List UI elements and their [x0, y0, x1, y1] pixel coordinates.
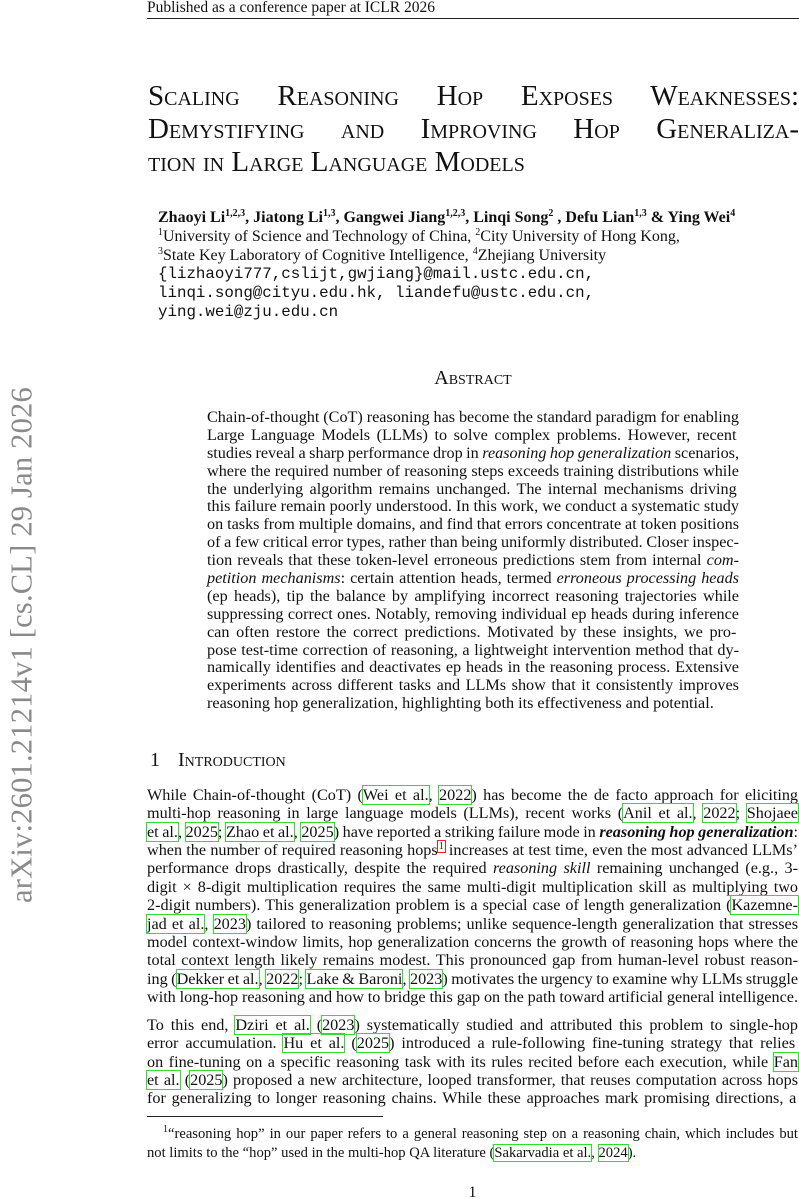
title-line: Demystifying and Improving Hop Generaliza-	[148, 113, 799, 145]
abstract-body	[207, 409, 739, 713]
citation-link[interactable]: 2022	[439, 786, 472, 804]
text-run: remaining unchanged (e.g., 3-	[590, 859, 798, 878]
citation-link[interactable]: Hu et al.	[283, 1034, 345, 1053]
citation-link[interactable]: Shojaee	[746, 804, 798, 823]
text-run: ) tailored to reasoning problems; unlike sequence-length generalization that stresses	[245, 914, 799, 933]
text-run: multi-hop reasoning in large language models (LLMs), recent works (	[147, 804, 624, 823]
footnote-ref-link[interactable]: 1	[438, 841, 444, 853]
text-run: ,	[692, 804, 704, 823]
section-heading-introduction	[150, 749, 286, 772]
text-run: ) proposed a new architecture, looped transformer, that reuses computation across hops	[222, 1071, 799, 1090]
text-run: “reasoning hop” in our paper refers to a general reasoning step on a reasoning chain, which includes but	[168, 1126, 798, 1142]
author-name: Ying Wei	[667, 209, 731, 226]
citation-link[interactable]: Dekker et al.	[176, 969, 259, 988]
footnote-rule	[147, 1116, 383, 1117]
text-run: error accumulation.	[147, 1034, 284, 1053]
section-number: 1	[150, 749, 160, 771]
author-list	[158, 208, 735, 227]
text-run: model context-window limits, hop generalization concerns the growth of reasoning hops where the	[147, 932, 798, 951]
citation-link[interactable]: 2022	[703, 804, 736, 823]
text-line	[147, 841, 798, 859]
text-run: ) have reported a striking failure mode in	[333, 822, 600, 841]
text-run: this failure remain poorly understood. In this work, we conduct a systematic study	[207, 497, 739, 516]
email-line: {lizhaoyi777,cslijt,gwjiang}@mail.ustc.edu.cn,	[158, 265, 595, 283]
text-run: namically identifies and deactivates ep heads in the reasoning process. Extensive	[207, 658, 739, 677]
section-title: Introduction	[178, 749, 286, 771]
text-run: ;	[735, 804, 747, 823]
text-line	[207, 642, 739, 660]
text-run: ,	[258, 969, 267, 988]
text-run: (ep heads), tip the balance by amplifying incorrect reasoning trajectories while	[207, 586, 739, 605]
text-line	[147, 1053, 798, 1071]
citation-link[interactable]: Zhao et al.	[225, 822, 294, 841]
citation-link[interactable]: 2025	[185, 822, 218, 841]
text-run: with long-hop reasoning and how to bridge this gap on the path toward artificial general intelligence.	[147, 987, 798, 1006]
text-run: where the required number of reasoning steps exceeds training distributions while	[207, 461, 739, 480]
text-line	[147, 878, 798, 896]
text-line	[147, 915, 798, 933]
italic-text: reasoning hop generalization	[482, 443, 672, 462]
citation-link[interactable]: et al.	[147, 1071, 180, 1090]
text-run: : certain attention heads, termed	[340, 569, 557, 588]
italic-text: com-	[706, 551, 739, 570]
author-affiliation-marker: 4	[730, 208, 736, 219]
author-name: Defu Lian	[565, 209, 635, 226]
text-line	[207, 677, 739, 695]
text-line	[147, 1144, 798, 1163]
author-affiliation-marker: 1,3	[634, 208, 647, 219]
email-line: linqi.song@cityu.edu.hk, liandefu@ustc.edu.cn,	[158, 284, 595, 302]
citation-link[interactable]: Kazemne-	[731, 896, 798, 915]
title-line: Scaling Reasoning Hop Exposes Weaknesses:	[148, 80, 799, 112]
affiliation-name: State Key Laboratory of Cognitive Intelligence,	[163, 247, 473, 264]
text-line	[207, 695, 739, 713]
text-line	[147, 859, 798, 877]
text-line	[207, 409, 739, 427]
text-line	[147, 1016, 798, 1034]
text-run: While Chain-of-thought (CoT) (	[147, 786, 363, 804]
author-name: Jiatong Li	[253, 209, 323, 226]
text-run: increases at test time, even the most advanced LLMs’	[444, 841, 798, 860]
author-name: Zhaoyi Li	[158, 209, 226, 226]
text-line	[207, 445, 739, 463]
affiliation-marker: 3	[158, 246, 163, 257]
text-run: :	[793, 822, 799, 841]
affiliation-marker: 4	[472, 246, 478, 257]
text-run: (	[179, 1071, 191, 1090]
text-line	[147, 896, 798, 914]
text-run: suppressing correct ones. Notably, removing individual ep heads during inference	[207, 604, 739, 623]
text-run: Large Language Models (LLMs) to solve complex problems. However, recent	[207, 425, 737, 444]
text-run: ,	[591, 1145, 599, 1161]
text-run: ) introduced a rule-following fine-tuning strategy that relies	[389, 1034, 796, 1053]
text-run: ,	[293, 822, 302, 841]
author-separator: ,	[553, 209, 566, 226]
text-line	[207, 588, 739, 606]
text-line	[147, 804, 798, 822]
text-run: ,	[177, 822, 186, 841]
text-run: experiments across different tasks and LLMs show that it consistently improves	[207, 676, 739, 695]
text-run: for generalizing to longer reasoning chains. While these approaches mark promising directions, a	[147, 1089, 797, 1108]
author-block	[158, 208, 735, 322]
author-separator: ,	[465, 209, 474, 226]
author-affiliation-marker: 1,3	[322, 208, 336, 219]
citation-link[interactable]: 2022	[266, 969, 299, 988]
text-run: ) systematically studied and attributed this problem to single-hop	[354, 1016, 798, 1034]
paper-title	[148, 80, 799, 179]
text-line	[207, 552, 739, 570]
text-line	[147, 1089, 798, 1107]
text-run: pose test-time correction of reasoning, a lightweight intervention method that dy-	[207, 640, 739, 659]
italic-text: reasoning skill	[492, 859, 591, 878]
citation-link[interactable]: 2025	[356, 1034, 390, 1053]
citation-link[interactable]: Dziri et al.	[235, 1016, 310, 1034]
text-run: studies reveal a sharp performance drop in	[207, 443, 483, 462]
text-run: performance drops drastically, despite the required	[147, 859, 493, 878]
affiliation-line	[158, 246, 735, 265]
text-line	[147, 933, 798, 951]
text-run: (	[344, 1034, 357, 1053]
italic-text: erroneous processing heads	[556, 569, 739, 588]
text-run: digit × 8-digit multiplication requires the same multi-digit multiplication skill as multiplying two	[147, 877, 798, 896]
affiliation-marker: 2	[475, 227, 481, 238]
affiliation-name: University of Science and Technology of China,	[163, 228, 476, 245]
citation-link[interactable]: jad et al.	[147, 914, 205, 933]
text-line	[147, 970, 798, 988]
text-run: of a few critical error types, rather than being uniformly distributed. Closer inspec-	[207, 533, 739, 552]
author-separator: &	[646, 209, 668, 226]
text-run: ,	[402, 969, 410, 988]
author-separator: ,	[335, 209, 344, 226]
text-run: reasoning hop generalization, highlighting both its effectiveness and potential.	[207, 694, 714, 713]
author-name: Linqi Song	[473, 209, 549, 226]
text-run: ,	[204, 914, 214, 933]
text-run: ) has become the de facto approach for eliciting	[471, 786, 799, 804]
text-line	[207, 534, 739, 552]
affiliation-line	[158, 227, 735, 246]
citation-link[interactable]: et al.	[147, 822, 178, 841]
text-line	[147, 786, 798, 804]
text-run: (	[309, 1016, 323, 1034]
text-line	[147, 988, 798, 1006]
text-run: not limits to the “hop” used in the multi-hop QA literature (	[147, 1145, 495, 1161]
citation-link[interactable]: 2023	[322, 1016, 355, 1034]
text-line	[207, 659, 739, 677]
citation-link[interactable]: 2025	[190, 1071, 223, 1090]
text-line	[207, 427, 739, 445]
running-header: Published as a conference paper at ICLR 2026	[147, 0, 435, 16]
page-number: 1	[468, 1184, 477, 1201]
citation-link[interactable]: 2024	[598, 1145, 628, 1161]
text-line	[147, 823, 798, 841]
text-run: ;	[217, 822, 226, 841]
text-line	[147, 951, 798, 969]
italic-text: petition mechanisms	[207, 569, 341, 588]
text-line	[147, 1071, 798, 1089]
text-run: when the number of required reasoning hops	[147, 841, 438, 860]
text-run: ) motivates the urgency to examine why LLMs struggle	[442, 969, 799, 988]
abstract-heading: Abstract	[434, 367, 512, 389]
author-affiliation-marker: 1,2,3	[225, 208, 246, 219]
author-separator: ,	[245, 209, 254, 226]
text-line	[207, 516, 739, 534]
text-line	[207, 606, 739, 624]
text-run: To this end,	[147, 1016, 236, 1034]
bold-italic-text: reasoning hop generalization	[599, 822, 794, 841]
citation-link[interactable]: Anil et al.	[623, 804, 693, 823]
email-line: ying.wei@zju.edu.cn	[158, 303, 339, 321]
text-run: total context length likely remains modest. This pronounced gap from human-level robust reason-	[147, 951, 798, 970]
footnote	[147, 1125, 798, 1163]
citation-link[interactable]: Lake & Baroni	[306, 969, 403, 988]
text-line	[147, 1125, 798, 1144]
affiliation-name: City University of Hong Kong,	[480, 228, 680, 245]
arxiv-stamp: arXiv:2601.21214v1 [cs.CL] 29 Jan 2026	[4, 387, 39, 903]
text-run: scenarios,	[671, 443, 740, 462]
text-line	[207, 624, 739, 642]
text-run: tion reveals that these token-level erroneous predictions stem from internal	[207, 551, 707, 570]
affiliation-marker: 1	[158, 227, 163, 238]
text-run: on fine-tuning on a specific reasoning task with its rules recited before each execution, while	[147, 1052, 774, 1071]
citation-link[interactable]: Fan	[773, 1052, 798, 1071]
author-affiliation-marker: 1,2,3	[445, 208, 466, 219]
citation-link[interactable]: 2023	[409, 969, 443, 988]
text-run: 2-digit numbers). This generalization problem is a special case of length generalization (	[147, 896, 732, 915]
footnote-marker: 1	[163, 1124, 168, 1135]
text-line	[207, 463, 739, 481]
text-line	[207, 498, 739, 516]
text-run: ,	[428, 786, 440, 804]
header-rule	[147, 18, 799, 19]
text-run: can often restore the correct predictions. Motivated by these insights, we pro-	[207, 622, 737, 641]
text-run: Chain-of-thought (CoT) reasoning has become the standard paradigm for enabling	[207, 408, 739, 426]
text-run: ing (	[147, 969, 177, 988]
text-line	[147, 1034, 798, 1052]
text-run: on tasks from multiple domains, and find that errors concentrate at token positions	[207, 515, 739, 534]
citation-link[interactable]: Sakarvadia et al.	[494, 1145, 592, 1161]
text-line	[207, 570, 739, 588]
text-run: the underlying algorithm remains unchanged. The internal mechanisms driving	[207, 479, 737, 498]
citation-link[interactable]: 2023	[213, 914, 246, 933]
intro-paragraph-1	[147, 786, 798, 1006]
intro-paragraph-2	[147, 1016, 798, 1108]
citation-link[interactable]: 2025	[301, 822, 334, 841]
author-affiliation-marker: 2	[548, 208, 554, 219]
title-line: tion in Large Language Models	[148, 146, 525, 178]
text-run: ).	[627, 1145, 637, 1161]
text-line	[207, 481, 739, 499]
citation-link[interactable]: Wei et al.	[362, 786, 429, 804]
text-run: ;	[298, 969, 307, 988]
author-name: Gangwei Jiang	[343, 209, 446, 226]
affiliation-name: Zhejiang University	[477, 247, 607, 264]
